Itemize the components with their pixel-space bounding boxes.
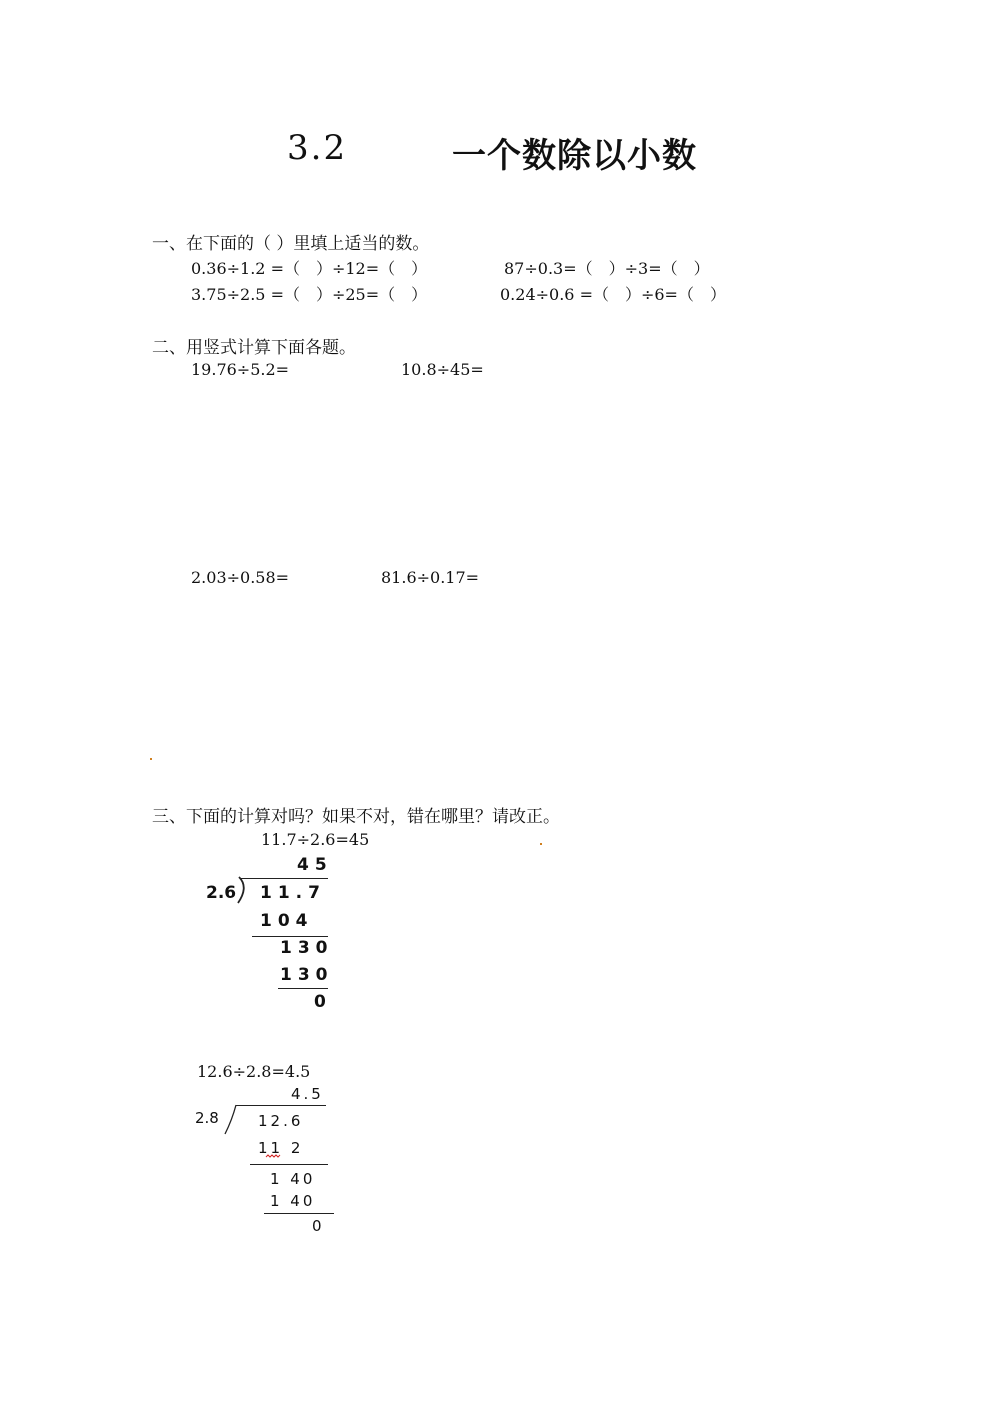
example1-bar (240, 878, 328, 879)
example1-remainder: 0 (314, 992, 332, 1012)
problem-2: 10.8÷45= (401, 360, 484, 379)
problem-1: 19.76÷5.2= (191, 360, 290, 379)
example2-rule2 (264, 1213, 334, 1214)
section1-row1-right: 87÷0.3=（ ）÷3=（ ） (504, 259, 710, 278)
example1-dividend: 11.7 (260, 883, 326, 903)
problem-4: 81.6÷0.17= (381, 568, 480, 587)
example2-divisor: 2.8 (195, 1109, 219, 1127)
example1-rule1 (252, 936, 328, 937)
example2-step1: 11 2 (258, 1139, 304, 1157)
page-title: 一个数除以小数 (452, 136, 697, 176)
section2-heading: 二、用竖式计算下面各题。 (152, 338, 356, 358)
example2-step2: 1 40 (270, 1170, 316, 1188)
example1-division-bracket (236, 877, 250, 907)
example2-quotient: 4.5 (291, 1085, 324, 1103)
example2-equation: 12.6÷2.8=4.5 (197, 1062, 311, 1081)
section1-row2-left: 3.75÷2.5 =（ ）÷25=（ ） (191, 285, 428, 304)
section1-row2-right: 0.24÷0.6 =（ ）÷6=（ ） (500, 285, 726, 304)
stray-mark (150, 758, 152, 760)
example2-dividend: 12.6 (258, 1112, 304, 1130)
example1-step2: 130 (280, 938, 334, 958)
page-title-number: 3.2 (287, 128, 348, 168)
example2-step3: 1 40 (270, 1192, 316, 1210)
example1-rule2 (278, 988, 328, 989)
example2-division-bracket (222, 1104, 236, 1136)
example1-quotient: 45 (297, 855, 333, 875)
section3-heading: 三、下面的计算对吗？如果不对，错在哪里？请改正。 (152, 807, 560, 827)
example1-divisor: 2.6 (206, 883, 237, 903)
example1-step1: 104 (260, 911, 314, 931)
example2-bar (236, 1105, 326, 1106)
example1-step3: 130 (280, 965, 334, 985)
problem-3: 2.03÷0.58= (191, 568, 290, 587)
spellcheck-underline (266, 1154, 282, 1160)
stray-mark (540, 843, 542, 845)
section1-row1-left: 0.36÷1.2 =（ ）÷12=（ ） (191, 259, 428, 278)
example1-equation: 11.7÷2.6=45 (261, 830, 370, 849)
example2-remainder: 0 (312, 1217, 325, 1235)
section1-heading: 一、在下面的（ ）里填上适当的数。 (152, 234, 430, 254)
example2-rule1 (250, 1164, 328, 1165)
